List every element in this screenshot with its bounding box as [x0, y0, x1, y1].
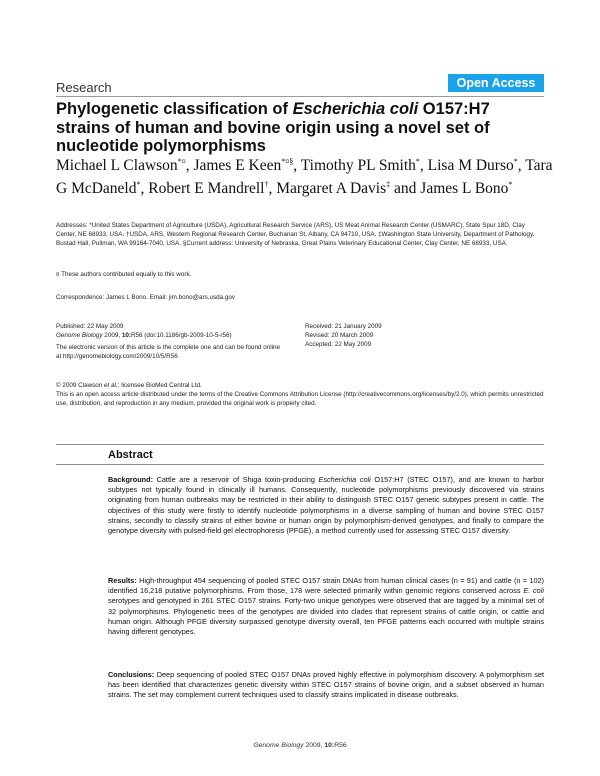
- copyright-prefix: © 2009 Clawson: [56, 382, 105, 389]
- background-text-2: O157:H7 (STEC O157), and are known to harbor subtypes not typically found in clinically ill humans. Consequently, nucleotide polymorphisms previously discovered via strains originating from human outbreaks may be restricted in their ability to distinguish STEC O157 genetic subtypes present in cattle. The objectives of this study were firstly to identify nucleotide polymorphisms in a diverse sampling of human and bovine STEC O157 strains, secondly to classify strains of either bovine or human origin by polymorphism-derived genotypes, and finally to compare the genotype diversity with pulsed-field gel electrophoresis (PFGE), a method currently used for assessing STEC O157 diversity.: [108, 475, 544, 536]
- publication-info: [56, 322, 286, 361]
- author-separator: ,: [517, 157, 526, 175]
- footer-journal: Genome Biology: [253, 742, 304, 749]
- author-name: Robert E Mandrell: [148, 180, 265, 198]
- author-affiliation-marks: *: [508, 180, 513, 190]
- citation-volume: 10:: [121, 332, 131, 339]
- author-list: [56, 152, 556, 198]
- title-suffix: O157:H7 strains of human and bovine origin using a novel set of nucleotide polymorphisms: [56, 100, 490, 155]
- revised-date: Revised: 20 March 2009: [305, 332, 374, 339]
- title-prefix: Phylogenetic classification of: [56, 100, 293, 118]
- results-text-2: serotypes and genotyped in 261 STEC O157 strains. Forty-two unique genotypes were observed that are tagged by a minimal set of 32 polymorphisms. Phylogenetic trees of the genotypes are divided into clades that represent strains of cattle origin, or cattle and human origin. Although PFGE diversity surpassed genotype diversity overall, ten PFGE patterns each occurred with multiple strains having different genotypes.: [108, 596, 544, 637]
- author-affiliation-marks: *: [513, 157, 518, 166]
- copyright-block: [56, 381, 546, 408]
- copyright-etal: et al.: [104, 382, 118, 389]
- abstract-rule-bottom: [56, 464, 544, 465]
- author-name: Michael L Clawson: [56, 157, 178, 175]
- author-affiliation-marks: *¤§: [281, 157, 294, 166]
- author-separator: ,: [419, 157, 428, 175]
- citation: [56, 331, 286, 340]
- author-separator: ,: [140, 180, 149, 198]
- author-name: Margaret A Davis: [276, 180, 387, 198]
- author-affiliation-marks: *: [415, 157, 420, 166]
- copyright-line: [56, 381, 546, 390]
- conclusions-text: Deep sequencing of pooled STEC O157 DNAs proved highly effective in polymorphism discovery. A polymorphism set has been identified that characterizes genetic diversity within STEC O157 strains of bovine origin, and a subset observed in human strains. The set may complement current techniques used to classify strains implicated in disease outbreaks.: [108, 670, 544, 700]
- copyright-suffix: ; licensee BioMed Central Ltd.: [117, 382, 202, 389]
- author-affiliation-marks: *: [136, 180, 141, 190]
- author-separator: ,: [185, 157, 194, 175]
- article-title: [56, 100, 546, 156]
- author-affiliation-marks: ‡: [386, 180, 391, 190]
- title-organism: Escherichia coli: [292, 100, 419, 118]
- results-label: Results:: [108, 576, 137, 585]
- author-affiliation-marks: †: [264, 180, 269, 190]
- section-divider: [56, 96, 544, 97]
- author-name: Tara G McDaneld: [56, 157, 553, 198]
- received-date: Received: 21 January 2009: [305, 323, 382, 330]
- accepted-date: Accepted: 22 May 2009: [305, 341, 372, 348]
- citation-doi[interactable]: R56 (doi:10.1186/gb-2009-10-5-r56): [130, 332, 232, 339]
- author-name: Timothy PL Smith: [300, 157, 416, 175]
- footer-volume: 10:: [324, 742, 335, 749]
- review-dates: [305, 322, 505, 349]
- background-label: Background:: [108, 475, 153, 484]
- abstract-results: [108, 576, 544, 637]
- abstract-conclusions: [108, 670, 544, 701]
- author-separator: ,: [293, 157, 301, 175]
- author-affiliation-marks: *¤: [177, 157, 186, 166]
- author-name: James L Bono: [420, 180, 509, 198]
- abstract-background: [108, 475, 544, 536]
- author-separator: ,: [268, 180, 277, 198]
- footer-article: R56: [334, 742, 347, 749]
- citation-journal: Genome Biology: [56, 332, 103, 339]
- author-name: James E Keen: [193, 157, 282, 175]
- open-access-badge[interactable]: Open Access: [448, 74, 544, 92]
- author-separator: and: [390, 180, 421, 198]
- abstract-rule-top: [56, 444, 544, 445]
- background-text-1: Cattle are a reservoir of Shiga toxin-producing: [153, 475, 319, 484]
- published-date: Published: 22 May 2009: [56, 323, 124, 330]
- equal-contribution-note: ¤ These authors contributed equally to this work.: [56, 271, 192, 278]
- citation-year: 2009,: [102, 332, 122, 339]
- conclusions-label: Conclusions:: [108, 670, 155, 679]
- affiliations: Addresses: *United States Department of Agriculture (USDA), Agricultural Research Service (ARS), US Meat Animal Research Center (USMARC), State Spur 18D, Clay Center, NE 68933, USA. †USDA, ARS, Western Regional Research Center, Buchanan St, Albany, CA 94710, USA. ‡Washington State University, Department of Pathology, Bustad Hall, Pullman, WA 99164-7040, USA. §Current address: University of Nebraska, Great Plains Veterinary Educational Center, Clay Center, NE 68933, USA.: [56, 222, 535, 247]
- section-label: Research: [56, 80, 112, 95]
- abstract-heading: Abstract: [108, 449, 153, 461]
- footer-year: 2009,: [303, 742, 325, 749]
- results-text-1: High-throughput 454 sequencing of pooled STEC O157 strain DNAs from human clinical cases (n = 91) and cattle (n = 102) identified 16,218 putative polymorphisms. From those, 178 were selected primarily within genomic regions conserved across: [108, 576, 544, 596]
- results-organism: E. coli: [523, 586, 544, 596]
- correspondence: Correspondence: James L Bono. Email: jim.bono@ars.usda.gov: [56, 294, 236, 301]
- license-text: This is an open access article distributed under the terms of the Creative Commons Attribution License (http://creativecommons.org/licenses/by/2.0), which permits unrestricted use, distribution, and reproduction in any medium, provided the original work is properly cited.: [56, 391, 544, 407]
- background-organism: Escherichia coli: [318, 475, 371, 484]
- author-name: Lisa M Durso: [427, 157, 514, 175]
- page-footer: [0, 742, 600, 749]
- online-version-note: The electronic version of this article is the complete one and can be found online at http://genomebiology.com/2009/10/5/R56: [56, 344, 281, 360]
